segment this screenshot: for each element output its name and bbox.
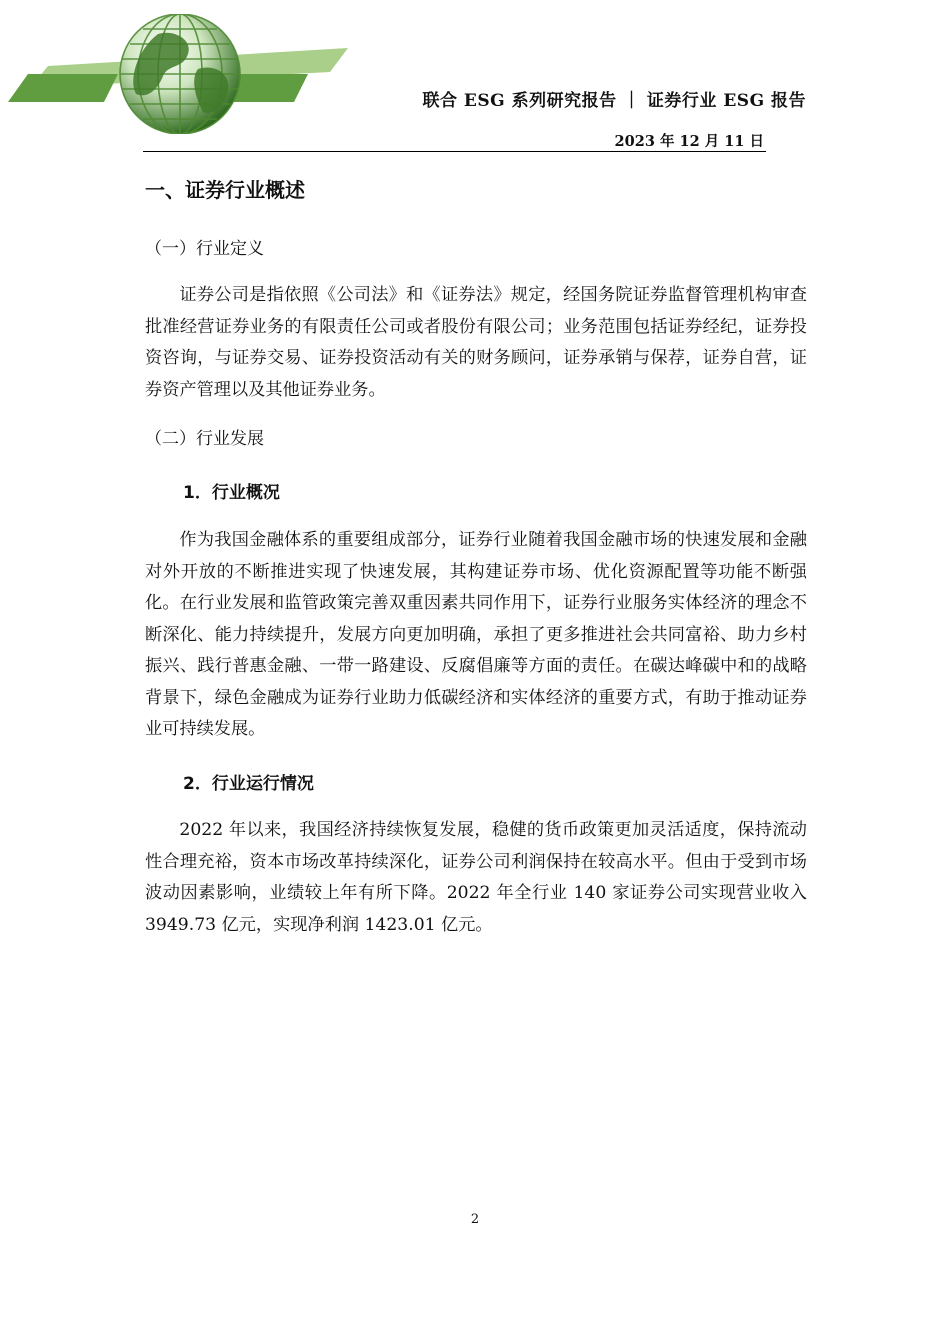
section-title: 一、证券行业概述 bbox=[145, 178, 305, 202]
overview-paragraph: 作为我国金融体系的重要组成部分，证券行业随着我国金融市场的快速发展和金融对外开放的不断推进实现了快速发展，其构建证券市场、优化资源配置等功能不断强化。在行业发展和监管政策完善双重因素共同作用下，证券行业服务实体经济的理念不断深化、能力持续提升，发展方向更加明确，承担了更多推进社会共同富裕、助力乡村振兴、践行普惠金融、一带一路建设、反腐倡廉等方面的责任。在碳达峰碳中和的战略背景下，绿色金融成为证券行业助力低碳经济和实体经济的重要方式，有助于推动证券业可持续发展。 bbox=[145, 530, 807, 739]
definition-paragraph: 证券公司是指依照《公司法》和《证券法》规定，经国务院证券监督管理机构审查批准经营证券业务的有限责任公司或者股份有限公司；业务范围包括证券经纪，证券投资咨询，与证券交易、证券投资活动有关的财务顾问，证券承销与保荐，证券自营，证券资产管理以及其他证券业务。 bbox=[145, 285, 807, 400]
subsection-title-definition: （一）行业定义 bbox=[145, 239, 264, 259]
operations-paragraph: 2022 年以来，我国经济持续恢复发展，稳健的货币政策更加灵活适度，保持流动性合理充裕，资本市场改革持续深化，证券公司利润保持在较高水平。但由于受到市场波动因素影响，业绩较上年有所下降。2022 年全行业 140 家证券公司实现营业收入 3949.73 亿元，实现净利润 1423.01 亿元。 bbox=[145, 820, 807, 935]
report-series-title: 联合 ESG 系列研究报告 ｜ 证券行业 ESG 报告 bbox=[422, 91, 806, 111]
page-number: 2 bbox=[470, 1212, 480, 1227]
subsection-title-development: （二）行业发展 bbox=[145, 429, 264, 449]
report-date: 2023 年 12 月 11 日 bbox=[614, 133, 764, 150]
header-divider bbox=[143, 151, 766, 152]
green-globe-logo-icon bbox=[8, 14, 348, 134]
item-title-overview: 1．行业概况 bbox=[183, 483, 280, 503]
item-title-operations: 2．行业运行情况 bbox=[183, 774, 314, 794]
